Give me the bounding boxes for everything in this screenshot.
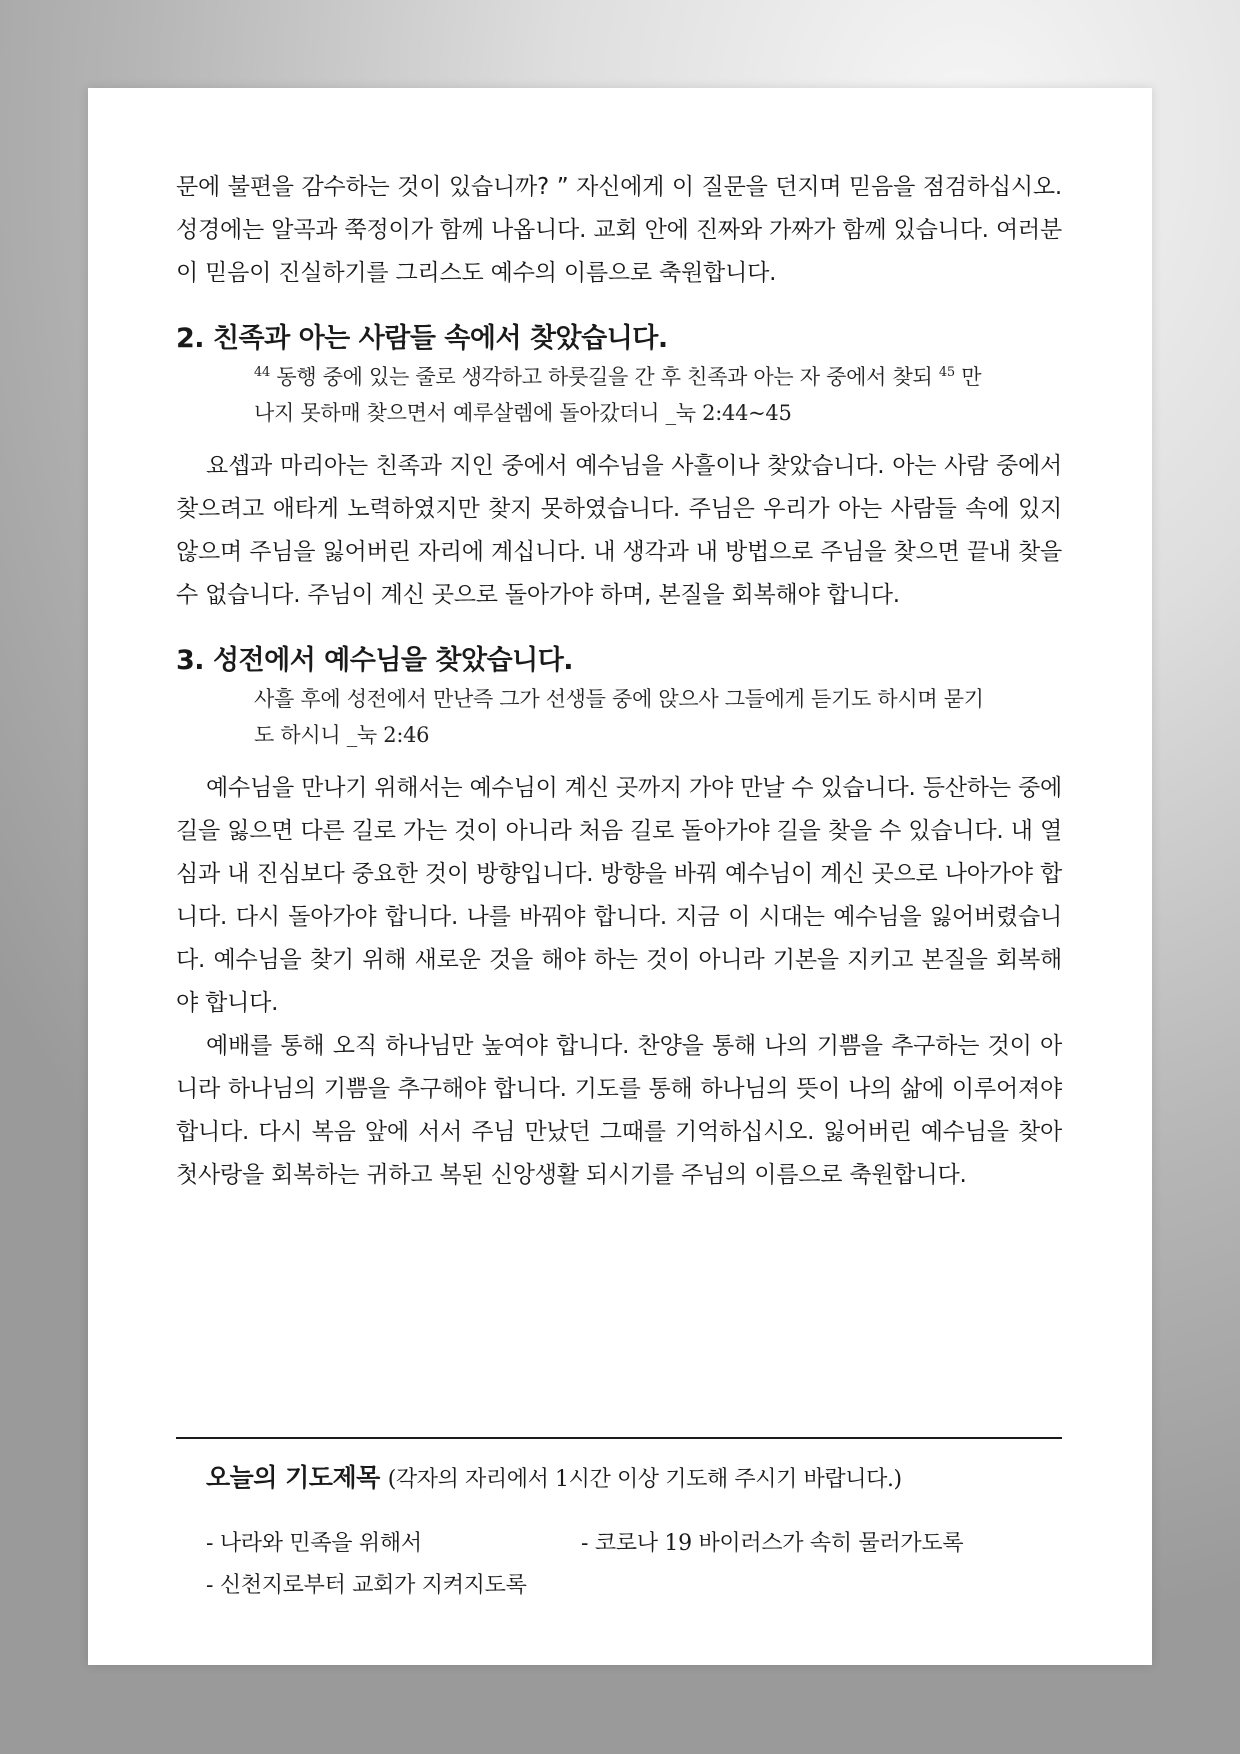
verse-text: 동행 중에 있는 줄로 생각하고 하룻길을 간 후 친족과 아는 자 중에서 찾되 — [276, 365, 933, 389]
prayer-title-line — [206, 1458, 1056, 1500]
section-3-heading: 3. 성전에서 예수님을 찾았습니다. — [176, 645, 574, 676]
document-page — [88, 88, 1152, 1665]
page-content — [176, 166, 1062, 1197]
section-2-scripture — [176, 359, 1062, 431]
prayer-item: - 코로나 19 바이러스가 속히 물러가도록 — [581, 1531, 964, 1556]
verse-number: 44 — [254, 365, 270, 380]
verse-number: 45 — [938, 365, 955, 380]
section-divider — [176, 1437, 1062, 1439]
section-3-scripture: 사흘 후에 성전에서 만난즉 그가 선생들 중에 앉으사 그들에게 듣기도 하시며 묻기도 하시니 _눅 2:46 — [254, 687, 984, 747]
prayer-box — [206, 1458, 1056, 1614]
intro-paragraph: 문에 불편을 감수하는 것이 있습니까? ” 자신에게 이 질문을 던지며 믿음을 점검하십시오. 성경에는 알곡과 쭉정이가 함께 나옵니다. 교회 안에 진짜와 가짜가 함께 있습니다. 여러분이 믿음이 진실하기를 그리스도 예수의 이름으로 축원합니다. — [176, 174, 1062, 286]
section-3-body-1: 예수님을 만나기 위해서는 예수님이 계신 곳까지 가야 만날 수 있습니다. 등산하는 중에 길을 잃으면 다른 길로 가는 것이 아니라 처음 길로 돌아가야 길을 찾을 수 있습니다. 내 열심과 내 진심보다 중요한 것이 방향입니다. 방향을 바꿔 예수님이 계신 곳으로 나아가야 합니다. 다시 돌아가야 합니다. 나를 바꿔야 합니다. 지금 이 시대는 예수님을 잃어버렸습니다. 예수님을 찾기 위해 새로운 것을 해야 하는 것이 아니라 기본을 지키고 본질을 회복해야 합니다. — [176, 775, 1062, 1016]
prayer-title: 오늘의 기도제목 — [206, 1463, 380, 1492]
prayer-items — [206, 1524, 1056, 1614]
section-2-body: 요셉과 마리아는 친족과 지인 중에서 예수님을 사흘이나 찾았습니다. 아는 사람 중에서 찾으려고 애타게 노력하였지만 찾지 못하였습니다. 주님은 우리가 아는 사람들 속에 있지 않으며 주님을 잃어버린 자리에 계십니다. 내 생각과 내 방법으로 주님을 찾으면 끝내 찾을 수 없습니다. 주님이 계신 곳으로 돌아가야 하며, 본질을 회복해야 합니다. — [176, 453, 1062, 608]
prayer-item: - 신천지로부터 교회가 지켜지도록 — [206, 1573, 527, 1598]
section-2-heading: 2. 친족과 아는 사람들 속에서 찾았습니다. — [176, 323, 668, 354]
verse-text: 만나지 못하매 찾으면서 예루살렘에 돌아갔더니 _눅 2:44~45 — [254, 365, 982, 425]
prayer-note: (각자의 자리에서 1시간 이상 기도해 주시기 바랍니다.) — [387, 1467, 902, 1492]
prayer-item: - 나라와 민족을 위해서 — [206, 1531, 422, 1556]
section-3-body-2: 예배를 통해 오직 하나님만 높여야 합니다. 찬양을 통해 나의 기쁨을 추구하는 것이 아니라 하나님의 기쁨을 추구해야 합니다. 기도를 통해 하나님의 뜻이 나의 삶에 이루어져야 합니다. 다시 복음 앞에 서서 주님 만났던 그때를 기억하십시오. 잃어버린 예수님을 찾아 첫사랑을 회복하는 귀하고 복된 신앙생활 되시기를 주님의 이름으로 축원합니다. — [176, 1033, 1062, 1188]
